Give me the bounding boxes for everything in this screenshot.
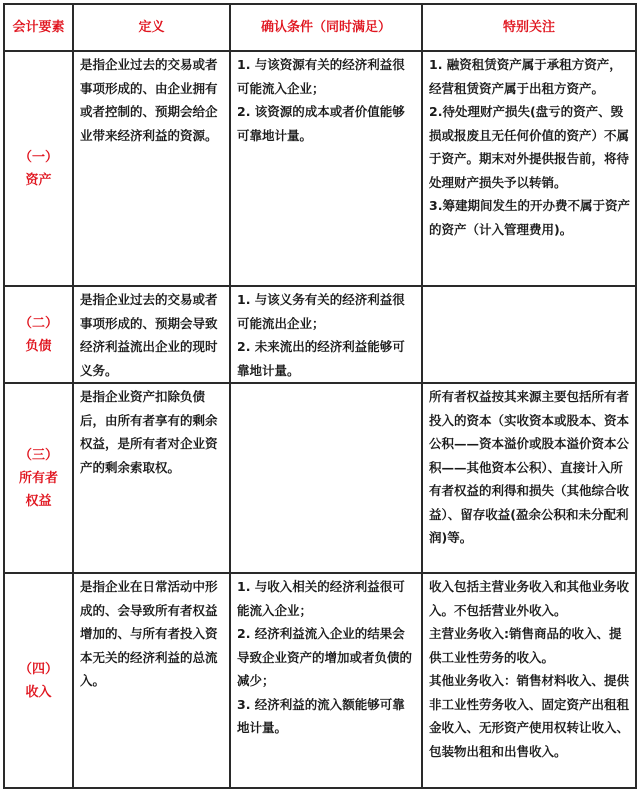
element-cell <box>4 51 73 286</box>
definition-cell: 是指企业在日常活动中形成的、会导致所有者权益增加的、与所有者投入资本无关的经济利益的总流入。 <box>73 573 230 788</box>
element-name: 资产 <box>25 172 52 188</box>
header-row <box>4 4 636 51</box>
header-recognition: 确认条件（同时满足） <box>230 4 422 51</box>
recognition-item: 1. 与该资源有关的经济利益很可能流入企业； <box>237 57 405 96</box>
element-name: 所有者权益 <box>18 470 58 509</box>
element-cell <box>4 573 73 788</box>
element-number: （三） <box>18 447 58 463</box>
note-item: 所有者权益按其来源主要包括所有者投入的资本（实收资本或股本、资本公积——资本溢价或股本溢价资本公积——其他资本公积）、直接计入所有者权益的利得和损失（其他综合收益）、留存收益(盈余公积和未分配利润)等。 <box>429 389 630 545</box>
header-element: 会计要素 <box>4 4 73 51</box>
element-name: 负债 <box>25 338 52 354</box>
element-cell <box>4 383 73 573</box>
definition-cell: 是指企业过去的交易或者事项形成的、由企业拥有或者控制的、预期会给企业带来经济利益的资源。 <box>73 51 230 286</box>
recognition-item: 2. 该资源的成本或者价值能够可靠地计量。 <box>237 104 405 143</box>
header-definition: 定义 <box>73 4 230 51</box>
element-number: （二） <box>18 315 58 331</box>
recognition-item: 2. 经济利益流入企业的结果会导致企业资产的增加或者负债的减少； <box>237 626 413 688</box>
table-row-assets <box>4 51 636 286</box>
note-item: 1. 融资租赁资产属于承租方资产，经营租赁资产属于出租方资产。 <box>429 57 622 96</box>
note-item: 主营业务收入:销售商品的收入、提供工业性劳务的收入。 <box>429 626 622 665</box>
notes-cell <box>422 51 636 286</box>
note-item: 3.筹建期间发生的开办费不属于资产的资产（计入管理费用)。 <box>429 198 630 237</box>
element-number: （一） <box>18 149 58 165</box>
note-item: 2.待处理财产损失(盘亏的资产、毁损或报废且无任何价值的资产）不属于资产。期末对外提供报告前，将待处理财产损失予以转销。 <box>429 104 630 190</box>
element-name: 收入 <box>25 684 52 700</box>
notes-cell <box>422 573 636 788</box>
recognition-cell <box>230 573 422 788</box>
table-row-liabilities <box>4 286 636 383</box>
note-item: 收入包括主营业务收入和其他业务收入。不包括营业外收入。 <box>429 579 630 618</box>
notes-cell <box>422 383 636 573</box>
accounting-elements-table <box>3 3 637 789</box>
notes-cell <box>422 286 636 383</box>
recognition-cell <box>230 383 422 573</box>
definition-cell: 是指企业资产扣除负债后，由所有者享有的剩余权益，是所有者对企业资产的剩余索取权。 <box>73 383 230 573</box>
recognition-item: 1. 与收入相关的经济利益很可能流入企业； <box>237 579 405 618</box>
table-row-revenue <box>4 573 636 788</box>
recognition-item: 3. 经济利益的流入额能够可靠地计量。 <box>237 696 405 735</box>
recognition-item: 2. 未来流出的经济利益能够可靠地计量。 <box>237 339 405 378</box>
recognition-cell <box>230 286 422 383</box>
table-row-equity <box>4 383 636 573</box>
note-item: 其他业务收入：销售材料收入、提供非工业性劳务收入、固定资产出租租金收入、无形资产使用权转让收入、包装物出租和出售收入。 <box>429 673 630 759</box>
recognition-item: 1. 与该义务有关的经济利益很可能流出企业； <box>237 292 405 331</box>
definition-cell: 是指企业过去的交易或者事项形成的、预期会导致经济利益流出企业的现时义务。 <box>73 286 230 383</box>
element-cell <box>4 286 73 383</box>
header-notes: 特别关注 <box>422 4 636 51</box>
recognition-cell <box>230 51 422 286</box>
element-number: （四） <box>18 661 58 677</box>
